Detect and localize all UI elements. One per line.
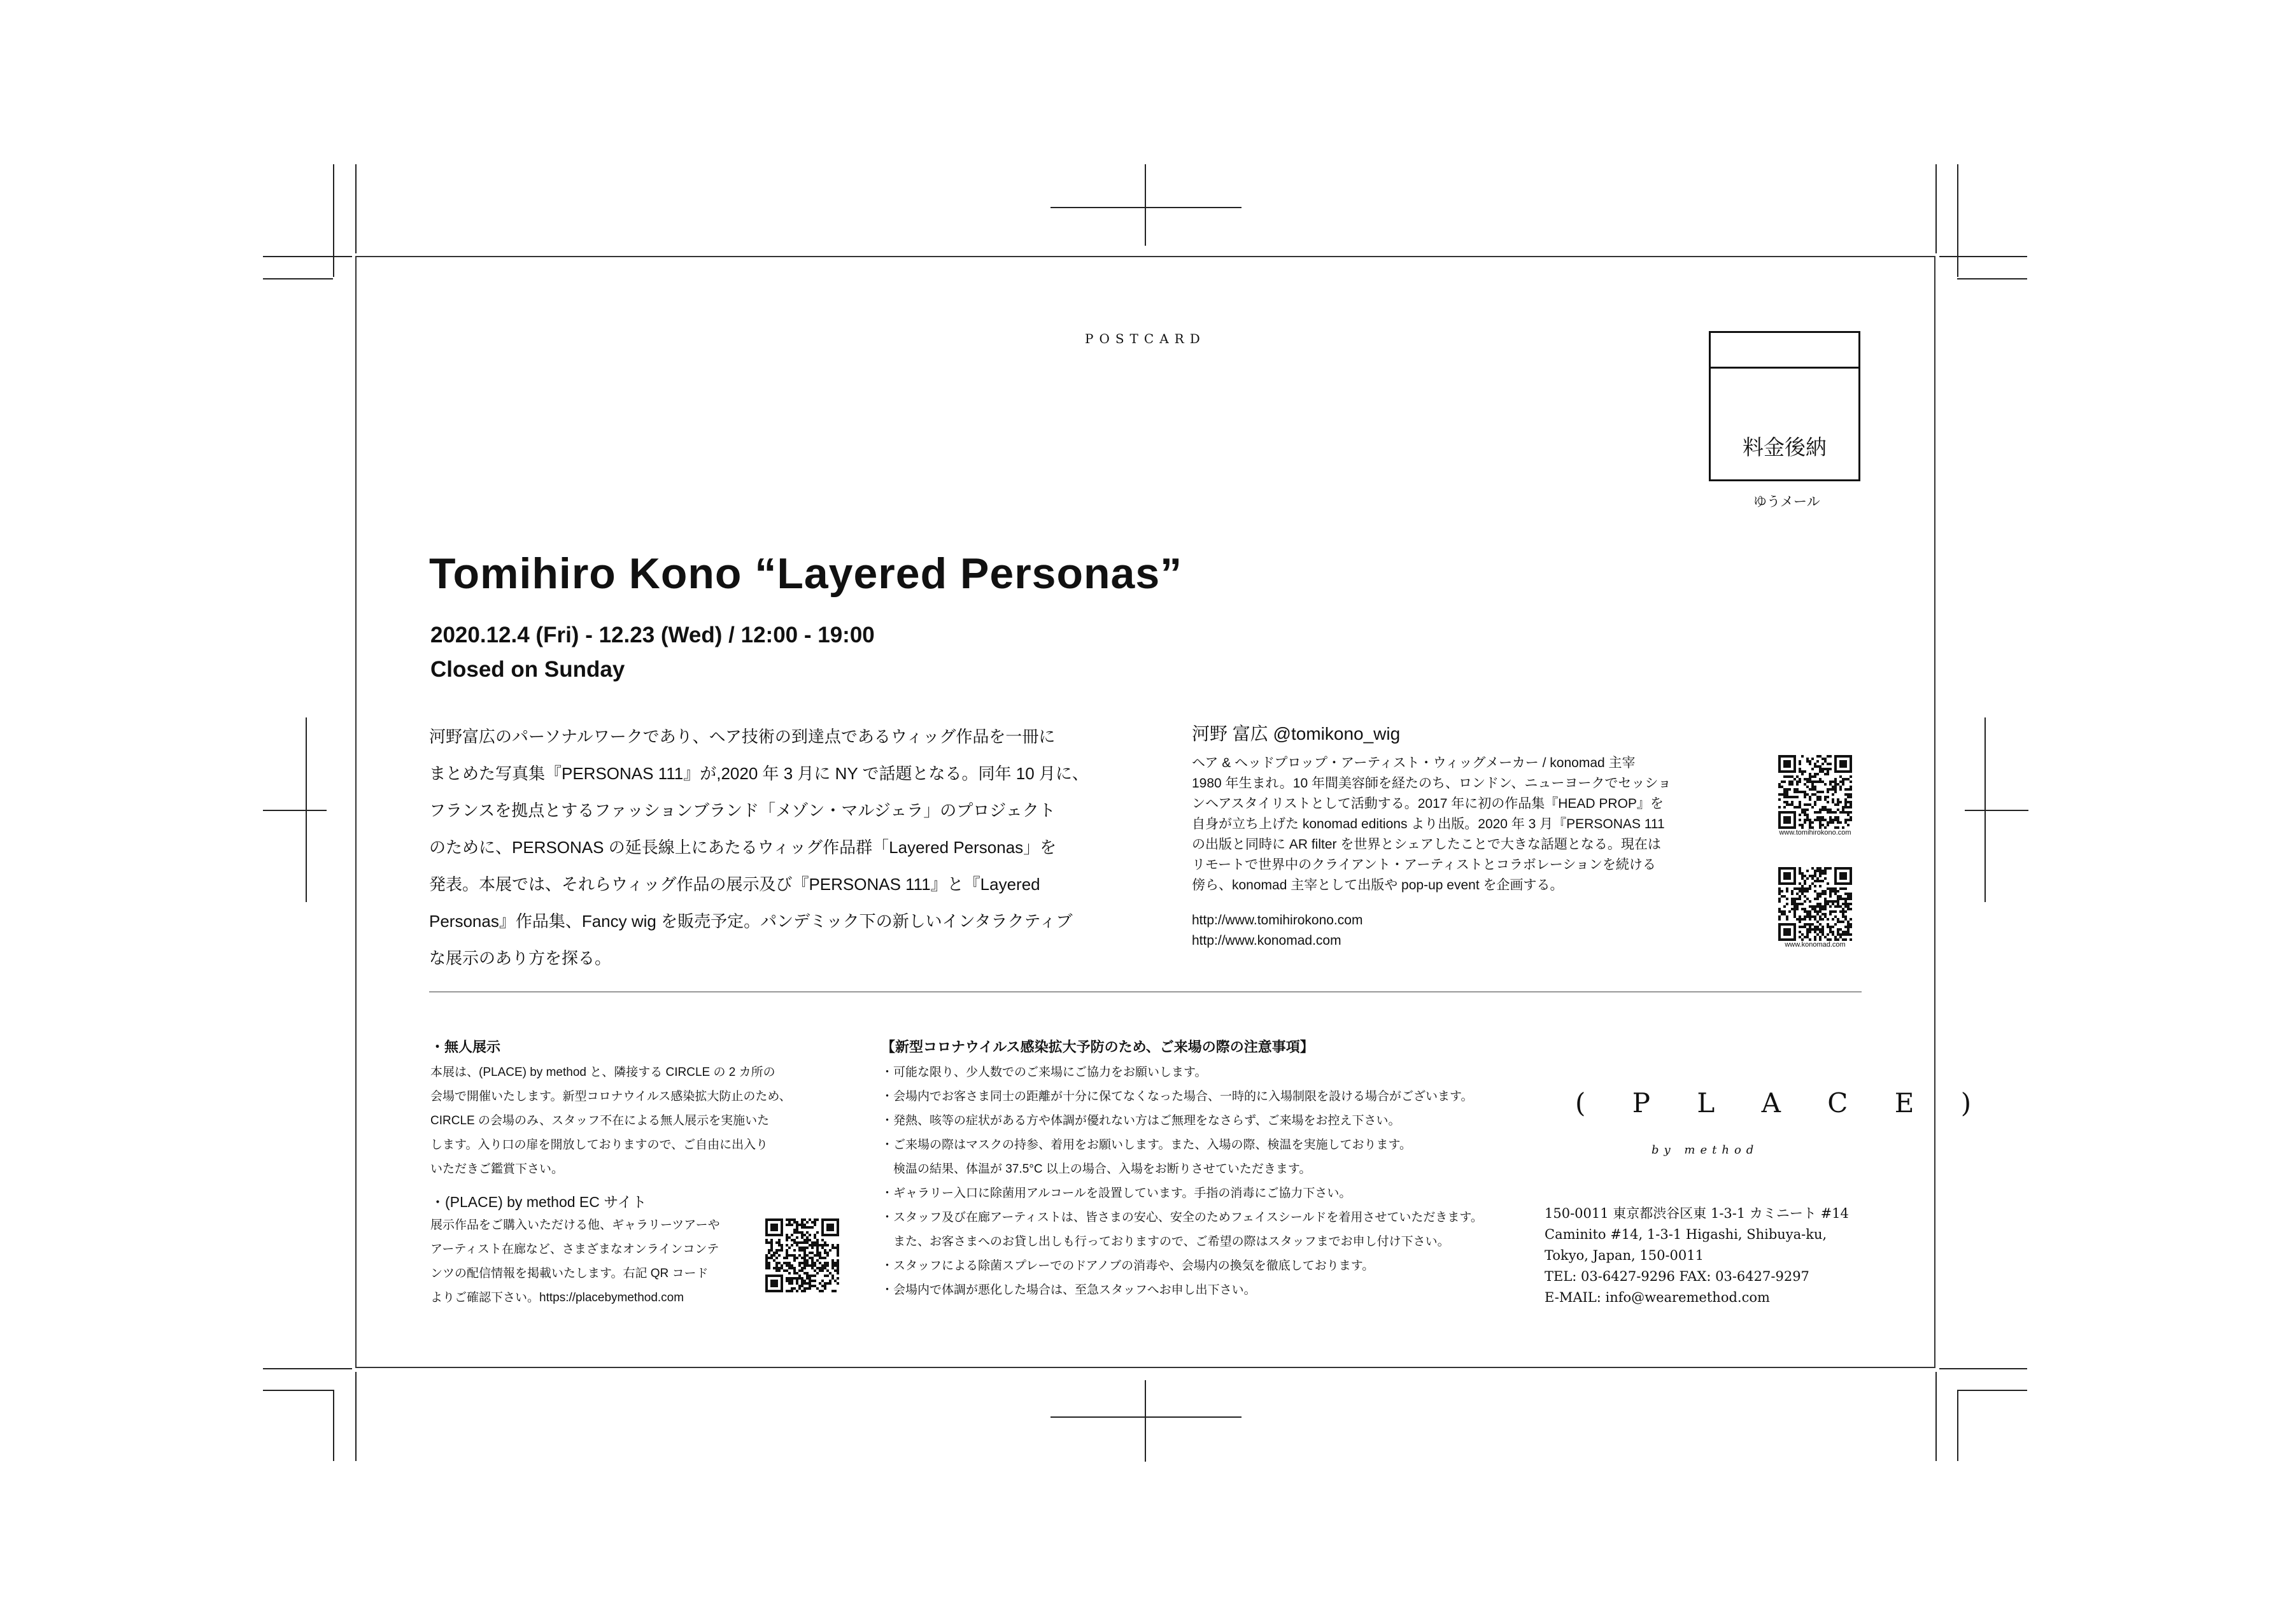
qr-code-tomihirokono[interactable]: [1778, 755, 1852, 837]
address-line: Caminito #14, 1-3-1 Higashi, Shibuya-ku,: [1545, 1227, 1827, 1242]
bio-line: 自身が立ち上げた konomad editions より出版。2020 年 3 月『PERSONAS 111: [1192, 817, 1665, 831]
address-line: Tokyo, Japan, 150-0011: [1545, 1248, 1704, 1263]
artist-urls: [1192, 910, 1362, 951]
unmanned-line: 会場で開催いたします。新型コロナウイルス感染拡大防止のため、: [430, 1090, 791, 1103]
notice-line: ・ギャラリー入口に除菌用アルコールを設置しています。手指の消毒にご協力下さい。: [881, 1187, 1352, 1200]
notice-line: ・スタッフ及び在廊アーティストは、皆さまの安心、安全のためフェイスシールドを着用させていただきます。: [881, 1211, 1483, 1224]
postage-stamp-box: [1709, 331, 1860, 481]
crop-mark: [1145, 164, 1146, 246]
crop-mark: [333, 1390, 334, 1461]
qr-code-icon: [765, 1218, 839, 1292]
description-line: 河野富広のパーソナルワークであり、ヘア技術の到達点であるウィッグ作品を一冊に: [429, 727, 1056, 746]
address-line: TEL: 03-6427-9296 FAX: 03-6427-9297: [1545, 1269, 1809, 1284]
address-line: 150-0011 東京都渋谷区東 1-3-1 カミニート #14: [1545, 1206, 1849, 1221]
crop-mark: [1051, 207, 1242, 208]
unmanned-line: いただきご鑑賞下さい。: [430, 1162, 564, 1176]
crop-mark: [333, 164, 334, 277]
description-line: のために、PERSONAS の延長線上にあたるウィッグ作品群「Layered Personas」を: [429, 838, 1057, 857]
qr-code-konomad[interactable]: [1778, 867, 1852, 949]
bio-line: 1980 年生まれ。10 年間美容師を経たのち、ロンドン、ニューヨークでセッショ: [1192, 776, 1671, 791]
crop-mark: [263, 1390, 333, 1391]
bio-line: ンヘアスタイリストとして活動する。2017 年に初の作品集『HEAD PROP』を: [1192, 796, 1664, 811]
notice-line: ・スタッフによる除菌スプレーでのドアノブの消毒や、会場内の換気を徹底しております。: [881, 1259, 1375, 1273]
exhibition-title: Tomihiro Kono “Layered Personas”: [429, 549, 1183, 598]
crop-mark: [355, 1372, 357, 1461]
crop-mark: [263, 256, 352, 257]
stamp-divider: [1711, 367, 1858, 369]
postcard-label: POSTCARD: [1085, 331, 1206, 346]
crop-mark: [1145, 1380, 1146, 1462]
qr-caption: www.konomad.com: [1785, 941, 1846, 949]
address-line: E-MAIL: info@wearemethod.com: [1545, 1290, 1770, 1305]
crop-mark: [1051, 1416, 1242, 1418]
crop-mark: [1957, 164, 1958, 277]
artist-url[interactable]: http://www.konomad.com: [1192, 933, 1341, 948]
unmanned-line: CIRCLE の会場のみ、スタッフ不在による無人展示を実施いた: [430, 1114, 770, 1127]
description-line: フランスを拠点とするファッションブランド「メゾン・マルジェラ」のプロジェクト: [429, 801, 1056, 820]
ec-site-line: 展示作品をご購入いただける他、ギャラリーツアーや: [430, 1218, 720, 1232]
crop-mark: [1939, 1368, 2027, 1369]
place-logo: ( P L A C E ): [1575, 1087, 1991, 1119]
description-line: Personas』作品集、Fancy wig を販売予定。パンデミック下の新しいインタラクティブ: [429, 912, 1073, 931]
bio-line: ヘア & ヘッドプロップ・アーティスト・ウィッグメーカー / konomad 主宰: [1192, 756, 1636, 770]
unmanned-line: します。入り口の扉を開放しておりますので、ご自由に出入り: [430, 1138, 768, 1152]
notice-line: ・ご来場の際はマスクの持参、着用をお願いします。また、入場の際、検温を実施しております。: [881, 1138, 1411, 1152]
crop-mark: [1957, 1390, 1958, 1461]
notice-line: また、お客さまへのお貸し出しも行っておりますので、ご希望の際はスタッフまでお申し付け下さい。: [881, 1235, 1450, 1248]
crop-mark: [1957, 278, 2027, 279]
ec-site-line: アーティスト在廊など、さまざまなオンラインコンテ: [430, 1243, 719, 1256]
crop-mark: [263, 1368, 352, 1369]
notice-list: [881, 1061, 1483, 1303]
exhibition-dates: 2020.12.4 (Fri) - 12.23 (Wed) / 12:00 - 19:00: [430, 623, 875, 647]
description-line: な展示のあり方を探る。: [429, 949, 612, 968]
by-method-label: by method: [1652, 1143, 1759, 1157]
artist-name: 河野 富広 @tomikono_wig: [1192, 724, 1401, 744]
ec-site-heading: ・(PLACE) by method EC サイト: [430, 1194, 647, 1210]
unmanned-line: 本展は、(PLACE) by method と、隣接する CIRCLE の 2 カ所の: [430, 1066, 775, 1079]
unmanned-text: [430, 1061, 791, 1182]
unmanned-heading: ・無人展示: [430, 1039, 501, 1055]
crop-mark: [1957, 1390, 2027, 1391]
crop-mark: [1935, 1372, 1937, 1461]
bio-line: 傍ら、konomad 主宰として出版や pop-up event を企画する。: [1192, 878, 1564, 893]
ec-site-line: ンツの配信情報を掲載いたします。右記 QR コード: [430, 1267, 709, 1280]
artist-bio: [1192, 753, 1720, 896]
bio-line: の出版と同時に AR filter を世界とシェアしたことで大きな話題となる。現在は: [1192, 837, 1661, 852]
qr-code-placebymethod[interactable]: [765, 1218, 839, 1292]
postage-subtext: ゆうメール: [1753, 495, 1820, 509]
ec-site-text: [430, 1213, 720, 1310]
crop-mark: [263, 810, 327, 811]
notice-line: ・会場内で体調が悪化した場合は、至急スタッフへお申し出下さい。: [881, 1283, 1256, 1297]
notice-line: ・会場内でお客さま同士の距離が十分に保てなくなった場合、一時的に入場制限を設ける場合がございます。: [881, 1090, 1473, 1103]
notice-heading: 【新型コロナウイルス感染拡大予防のため、ご来場の際の注意事項】: [881, 1039, 1314, 1055]
artist-url[interactable]: http://www.tomihirokono.com: [1192, 913, 1363, 928]
description-line: まとめた写真集『PERSONAS 111』が,2020 年 3 月に NY で話題となる。同年 10 月に、: [429, 764, 1089, 783]
exhibition-description: [429, 718, 1096, 977]
notice-line: 検温の結果、体温が 37.5°C 以上の場合、入場をお断りさせていただきます。: [881, 1162, 1312, 1176]
crop-mark: [1935, 164, 1937, 253]
closed-notice: Closed on Sunday: [430, 657, 625, 682]
qr-code-icon: [1778, 755, 1852, 829]
description-line: 発表。本展では、それらウィッグ作品の展示及び『PERSONAS 111』と『Layered: [429, 875, 1040, 894]
notice-line: ・発熱、咳等の症状がある方や体調が優れない方はご無理をなさらず、ご来場をお控え下さい。: [881, 1114, 1401, 1127]
qr-code-icon: [1778, 867, 1852, 941]
bio-line: リモートで世界中のクライアント・アーティストとコラボレーションを続ける: [1192, 858, 1656, 872]
notice-line: ・可能な限り、少人数でのご来場にご協力をお願いします。: [881, 1066, 1207, 1079]
qr-caption: www.tomihirokono.com: [1779, 829, 1851, 837]
place-address: [1545, 1203, 1849, 1308]
section-divider: [429, 991, 1862, 992]
postage-text: 料金後納: [1743, 435, 1827, 459]
ec-site-line: よりご確認下さい。https://placebymethod.com: [430, 1291, 684, 1304]
crop-mark: [263, 278, 333, 279]
crop-mark: [355, 164, 357, 253]
crop-mark: [1965, 810, 2028, 811]
crop-mark: [1939, 256, 2027, 257]
